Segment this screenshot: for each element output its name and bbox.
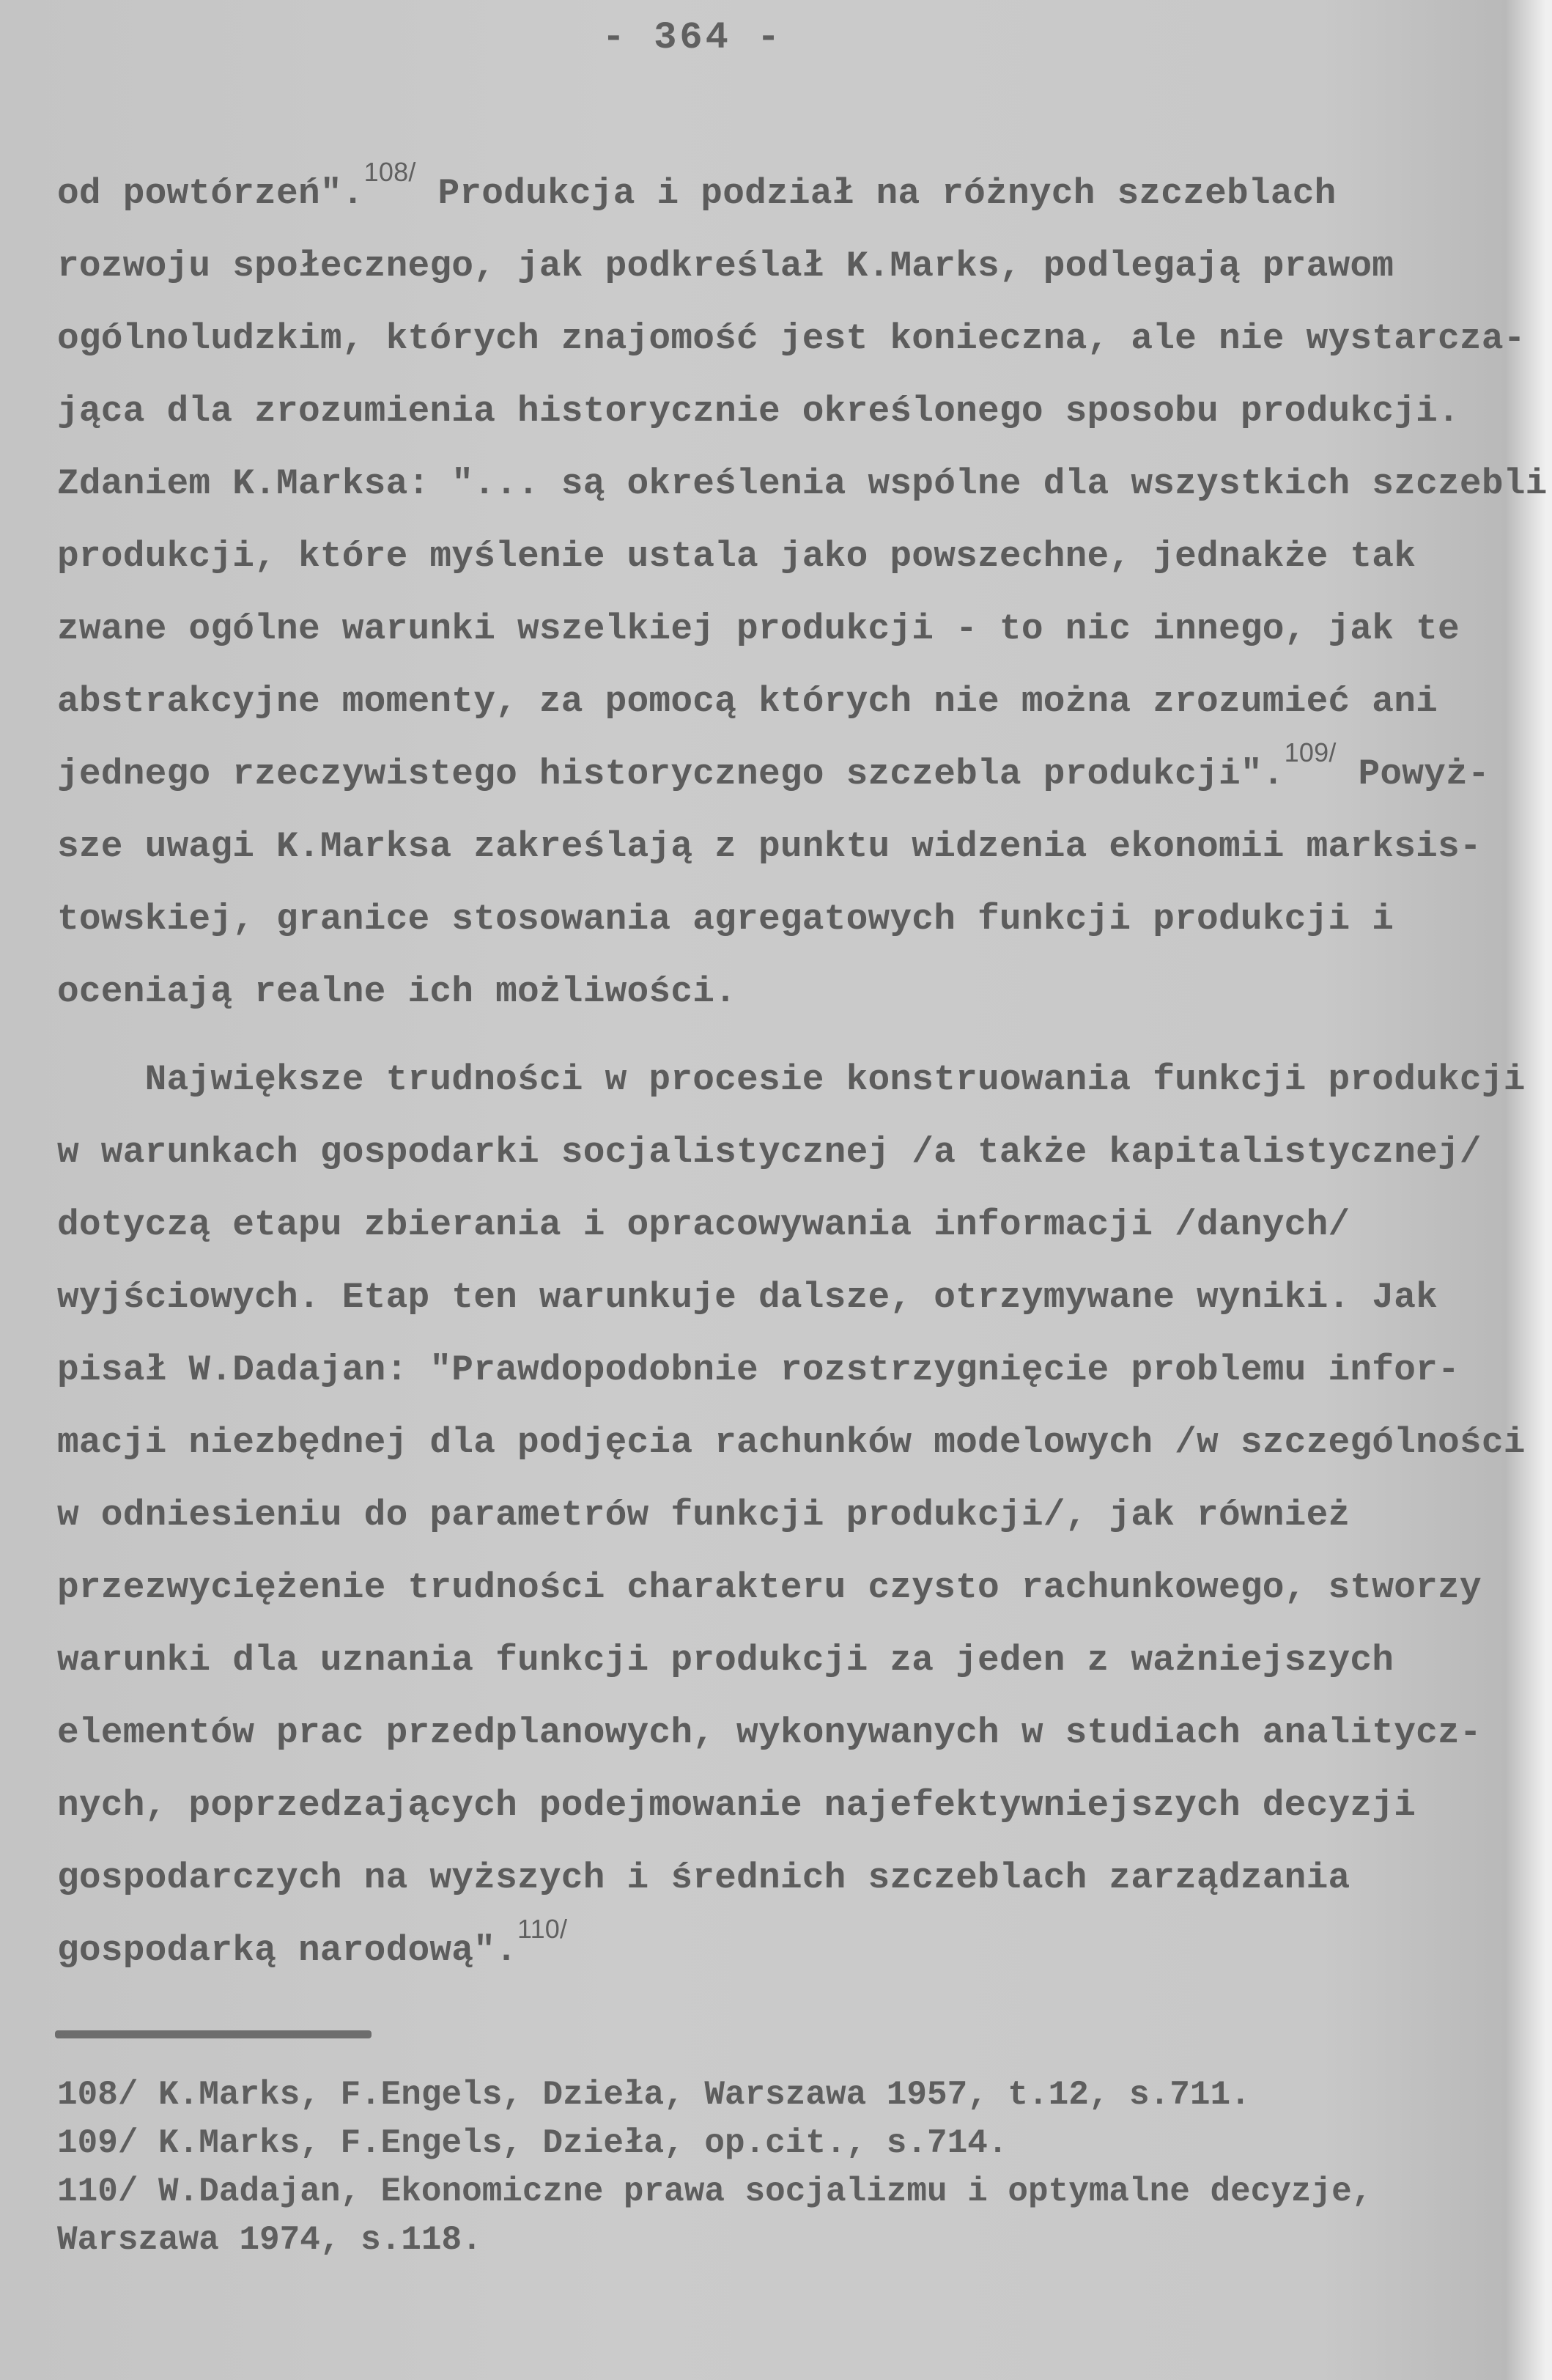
footnote-separator — [55, 2030, 372, 2038]
line-text: od powtórzeń". — [57, 173, 364, 214]
text-line: przezwyciężenie trudności charakteru czysto rachunkowego, stworzy — [57, 1567, 1482, 1608]
text-line: gospodarczych na wyższych i średnich szczeblach zarządzania — [57, 1857, 1350, 1898]
line-text: gospodarką narodową". — [57, 1930, 518, 1971]
text-line: sze uwagi K.Marksa zakreślają z punktu widzenia ekonomii marksis- — [57, 826, 1482, 867]
text-line: jąca dla zrozumienia historycznie określonego sposobu produkcji. — [57, 391, 1460, 432]
footnote-ref[interactable]: 109/ — [1284, 737, 1337, 767]
text-line: dotyczą etapu zbierania i opracowywania informacji /danych/ — [57, 1204, 1350, 1245]
text-line: oceniają realne ich możliwości. — [57, 971, 737, 1012]
footnote: Warszawa 1974, s.118. — [57, 2221, 482, 2259]
line-text: Powyż- — [1336, 754, 1490, 795]
text-line: pisał W.Dadajan: "Prawdopodobnie rozstrzygnięcie problemu infor- — [57, 1349, 1460, 1390]
footnote: 109/ K.Marks, F.Engels, Dzieła, op.cit., s.714. — [57, 2124, 1008, 2162]
text-line: Największe trudności w procesie konstruowania funkcji produkcji — [57, 1059, 1526, 1100]
text-line: ogólnoludzkim, których znajomość jest konieczna, ale nie wystarcza- — [57, 318, 1526, 359]
footnote: 108/ K.Marks, F.Engels, Dzieła, Warszawa 1957, t.12, s.711. — [57, 2076, 1251, 2114]
text-line — [57, 738, 1523, 811]
text-line: zwane ogólne warunki wszelkiej produkcji - to nic innego, jak te — [57, 608, 1460, 649]
page-number: - 364 - — [602, 16, 783, 59]
text-line: wyjściowych. Etap ten warunkuje dalsze, otrzymywane wyniki. Jak — [57, 1277, 1438, 1318]
text-line: abstrakcyjne momenty, za pomocą których nie można zrozumieć ani — [57, 681, 1438, 722]
text-line: w odniesieniu do parametrów funkcji produkcji/, jak również — [57, 1495, 1350, 1536]
footnote-ref[interactable]: 110/ — [517, 1914, 568, 1944]
footnote: 110/ W.Dadajan, Ekonomiczne prawa socjalizmu i optymalne decyzje, — [57, 2173, 1372, 2211]
footnote-ref[interactable]: 108/ — [363, 157, 416, 187]
text-line: macji niezbędnej dla podjęcia rachunków modelowych /w szczególności — [57, 1422, 1526, 1463]
text-line: nych, poprzedzających podejmowanie najefektywniejszych decyzji — [57, 1785, 1416, 1826]
text-line: rozwoju społecznego, jak podkreślał K.Marks, podlegają prawom — [57, 246, 1394, 287]
line-text: Produkcja i podział na różnych szczeblach — [415, 173, 1337, 214]
footnotes — [57, 2071, 1523, 2264]
text-line: w warunkach gospodarki socjalistycznej /a także kapitalistycznej/ — [57, 1132, 1482, 1173]
text-line — [57, 158, 1523, 230]
text-line: warunki dla uznania funkcji produkcji za jeden z ważniejszych — [57, 1640, 1394, 1681]
line-text: jednego rzeczywistego historycznego szczebla produkcji". — [57, 754, 1285, 795]
text-line: Zdaniem K.Marksa: "... są określenia wspólne dla wszystkich szczebli — [57, 463, 1548, 504]
text-line — [57, 1915, 1523, 1987]
text-line: elementów prac przedplanowych, wykonywanych w studiach analitycz- — [57, 1712, 1482, 1753]
text-line: towskiej, granice stosowania agregatowych funkcji produkcji i — [57, 899, 1394, 940]
body-text — [57, 157, 1548, 1987]
text-line: produkcji, które myślenie ustala jako powszechne, jednakże tak — [57, 536, 1416, 577]
